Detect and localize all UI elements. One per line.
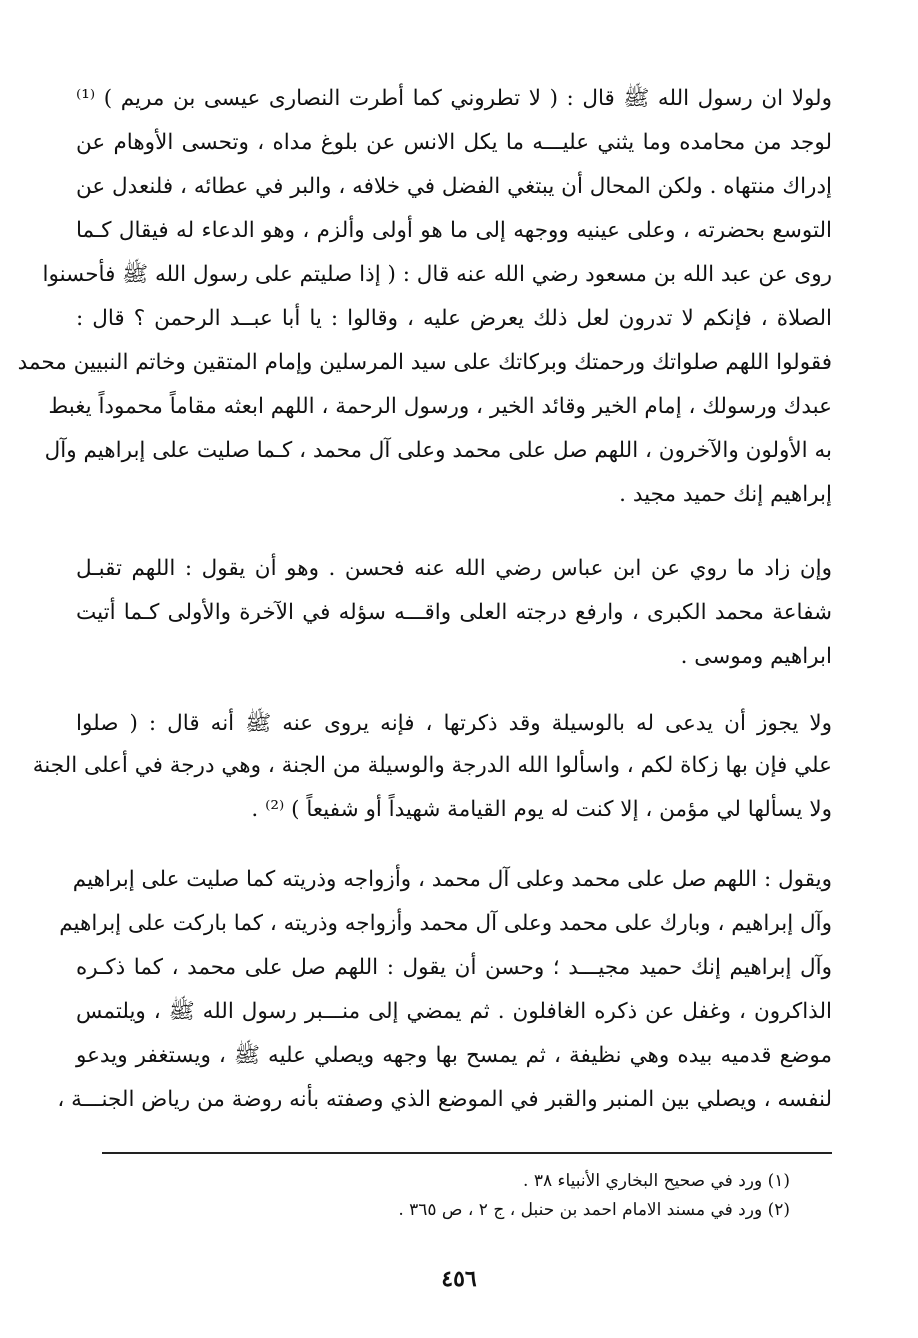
page-number: ٤٥٦ [441, 1266, 477, 1292]
text-line: وآل إبراهيم ، وبارك على محمد وعلى آل محمد وأزواجه وذريته ، كما باركت على إبراهيم [59, 911, 832, 936]
footnote-divider [102, 1152, 832, 1154]
text-line: الصلاة ، فإنكم لا تدرون لعل ذلك يعرض عليه ، وقالوا : يا أبا عبــد الرحمن ؟ قال : [76, 306, 832, 331]
text-line: ابراهيم وموسى . [680, 644, 832, 669]
footnote-1: (١) ورد في صحيح البخاري الأنبياء ٣٨ . [523, 1171, 790, 1191]
text-line: وآل إبراهيم إنك حميد مجيـــد ؛ وحسن أن يقول : اللهم صل على محمد ، كما ذكـره [76, 955, 832, 980]
text-line: التوسع بحضرته ، وعلى عينيه ووجهه إلى ما هو أولى وألزم ، وهو الدعاء له فيقال كـما [76, 218, 832, 243]
text-line: روى عن عبد الله بن مسعود رضي الله عنه قال : ( إذا صليتم على رسول الله ﷺ فأحسنوا [42, 262, 832, 287]
text-line: فقولوا اللهم صلواتك ورحمتك وبركاتك على سيد المرسلين وإمام المتقين وخاتم النبيين محمد [17, 350, 832, 375]
footnote-2: (٢) ورد في مسند الامام احمد بن حنبل ، ج ٢ ، ص ٣٦٥ . [398, 1200, 790, 1220]
text-line: الذاكرون ، وغفل عن ذكره الغافلون . ثم يمضي إلى منـــبر رسول الله ﷺ ، ويلتمس [76, 999, 832, 1024]
text-line: موضع قدميه بيده وهي نظيفة ، ثم يمسح بها وجهه ويصلي عليه ﷺ ، ويستغفر ويدعو [76, 1043, 832, 1068]
text-line: عبدك ورسولك ، إمام الخير وقائد الخير ، ورسول الرحمة ، اللهم ابعثه مقاماً محموداً يغبط [48, 394, 832, 419]
text-line: ولا يسألها لي مؤمن ، إلا كنت له يوم القيامة شهيداً أو شفيعاً ) ⁽²⁾ . [251, 797, 832, 822]
text-line: علي فإن بها زكاة لكم ، واسألوا الله الدرجة والوسيلة من الجنة ، وهي درجة في أعلى الجنة [32, 753, 832, 778]
text-line: ويقول : اللهم صل على محمد وعلى آل محمد ، وأزواجه وذريته كما صليت على إبراهيم [72, 867, 832, 892]
text-line: ولولا ان رسول الله ﷺ قال : ( لا تطروني كما أطرت النصارى عيسى بن مريم ) ⁽¹⁾ [76, 86, 832, 111]
text-line: لوجد من محامده وما يثني عليـــه ما يكل الانس عن بلوغ مداه ، وتحسى الأوهام عن [76, 130, 832, 155]
text-line: لنفسه ، ويصلي بين المنبر والقبر في الموضع الذي وصفته بأنه روضة من رياض الجنـــة ، [57, 1087, 832, 1112]
text-line: شفاعة محمد الكبرى ، وارفع درجته العلى واقـــه سؤله في الآخرة والأولى كـما أتيت [76, 600, 832, 625]
text-line: ولا يجوز أن يدعى له بالوسيلة وقد ذكرتها ، فإنه يروى عنه ﷺ أنه قال : ( صلوا [76, 711, 832, 736]
text-line: إبراهيم إنك حميد مجيد . [619, 482, 832, 507]
text-line: به الأولون والآخرون ، اللهم صل على محمد وعلى آل محمد ، كـما صليت على إبراهيم وآل [44, 438, 832, 463]
text-line: إدراك منتهاه . ولكن المحال أن يبتغي الفضل في خلافه ، والبر في عطائه ، فلنعدل عن [76, 174, 832, 199]
text-line: وإن زاد ما روي عن ابن عباس رضي الله عنه فحسن . وهو أن يقول : اللهم تقبـل [76, 556, 832, 581]
